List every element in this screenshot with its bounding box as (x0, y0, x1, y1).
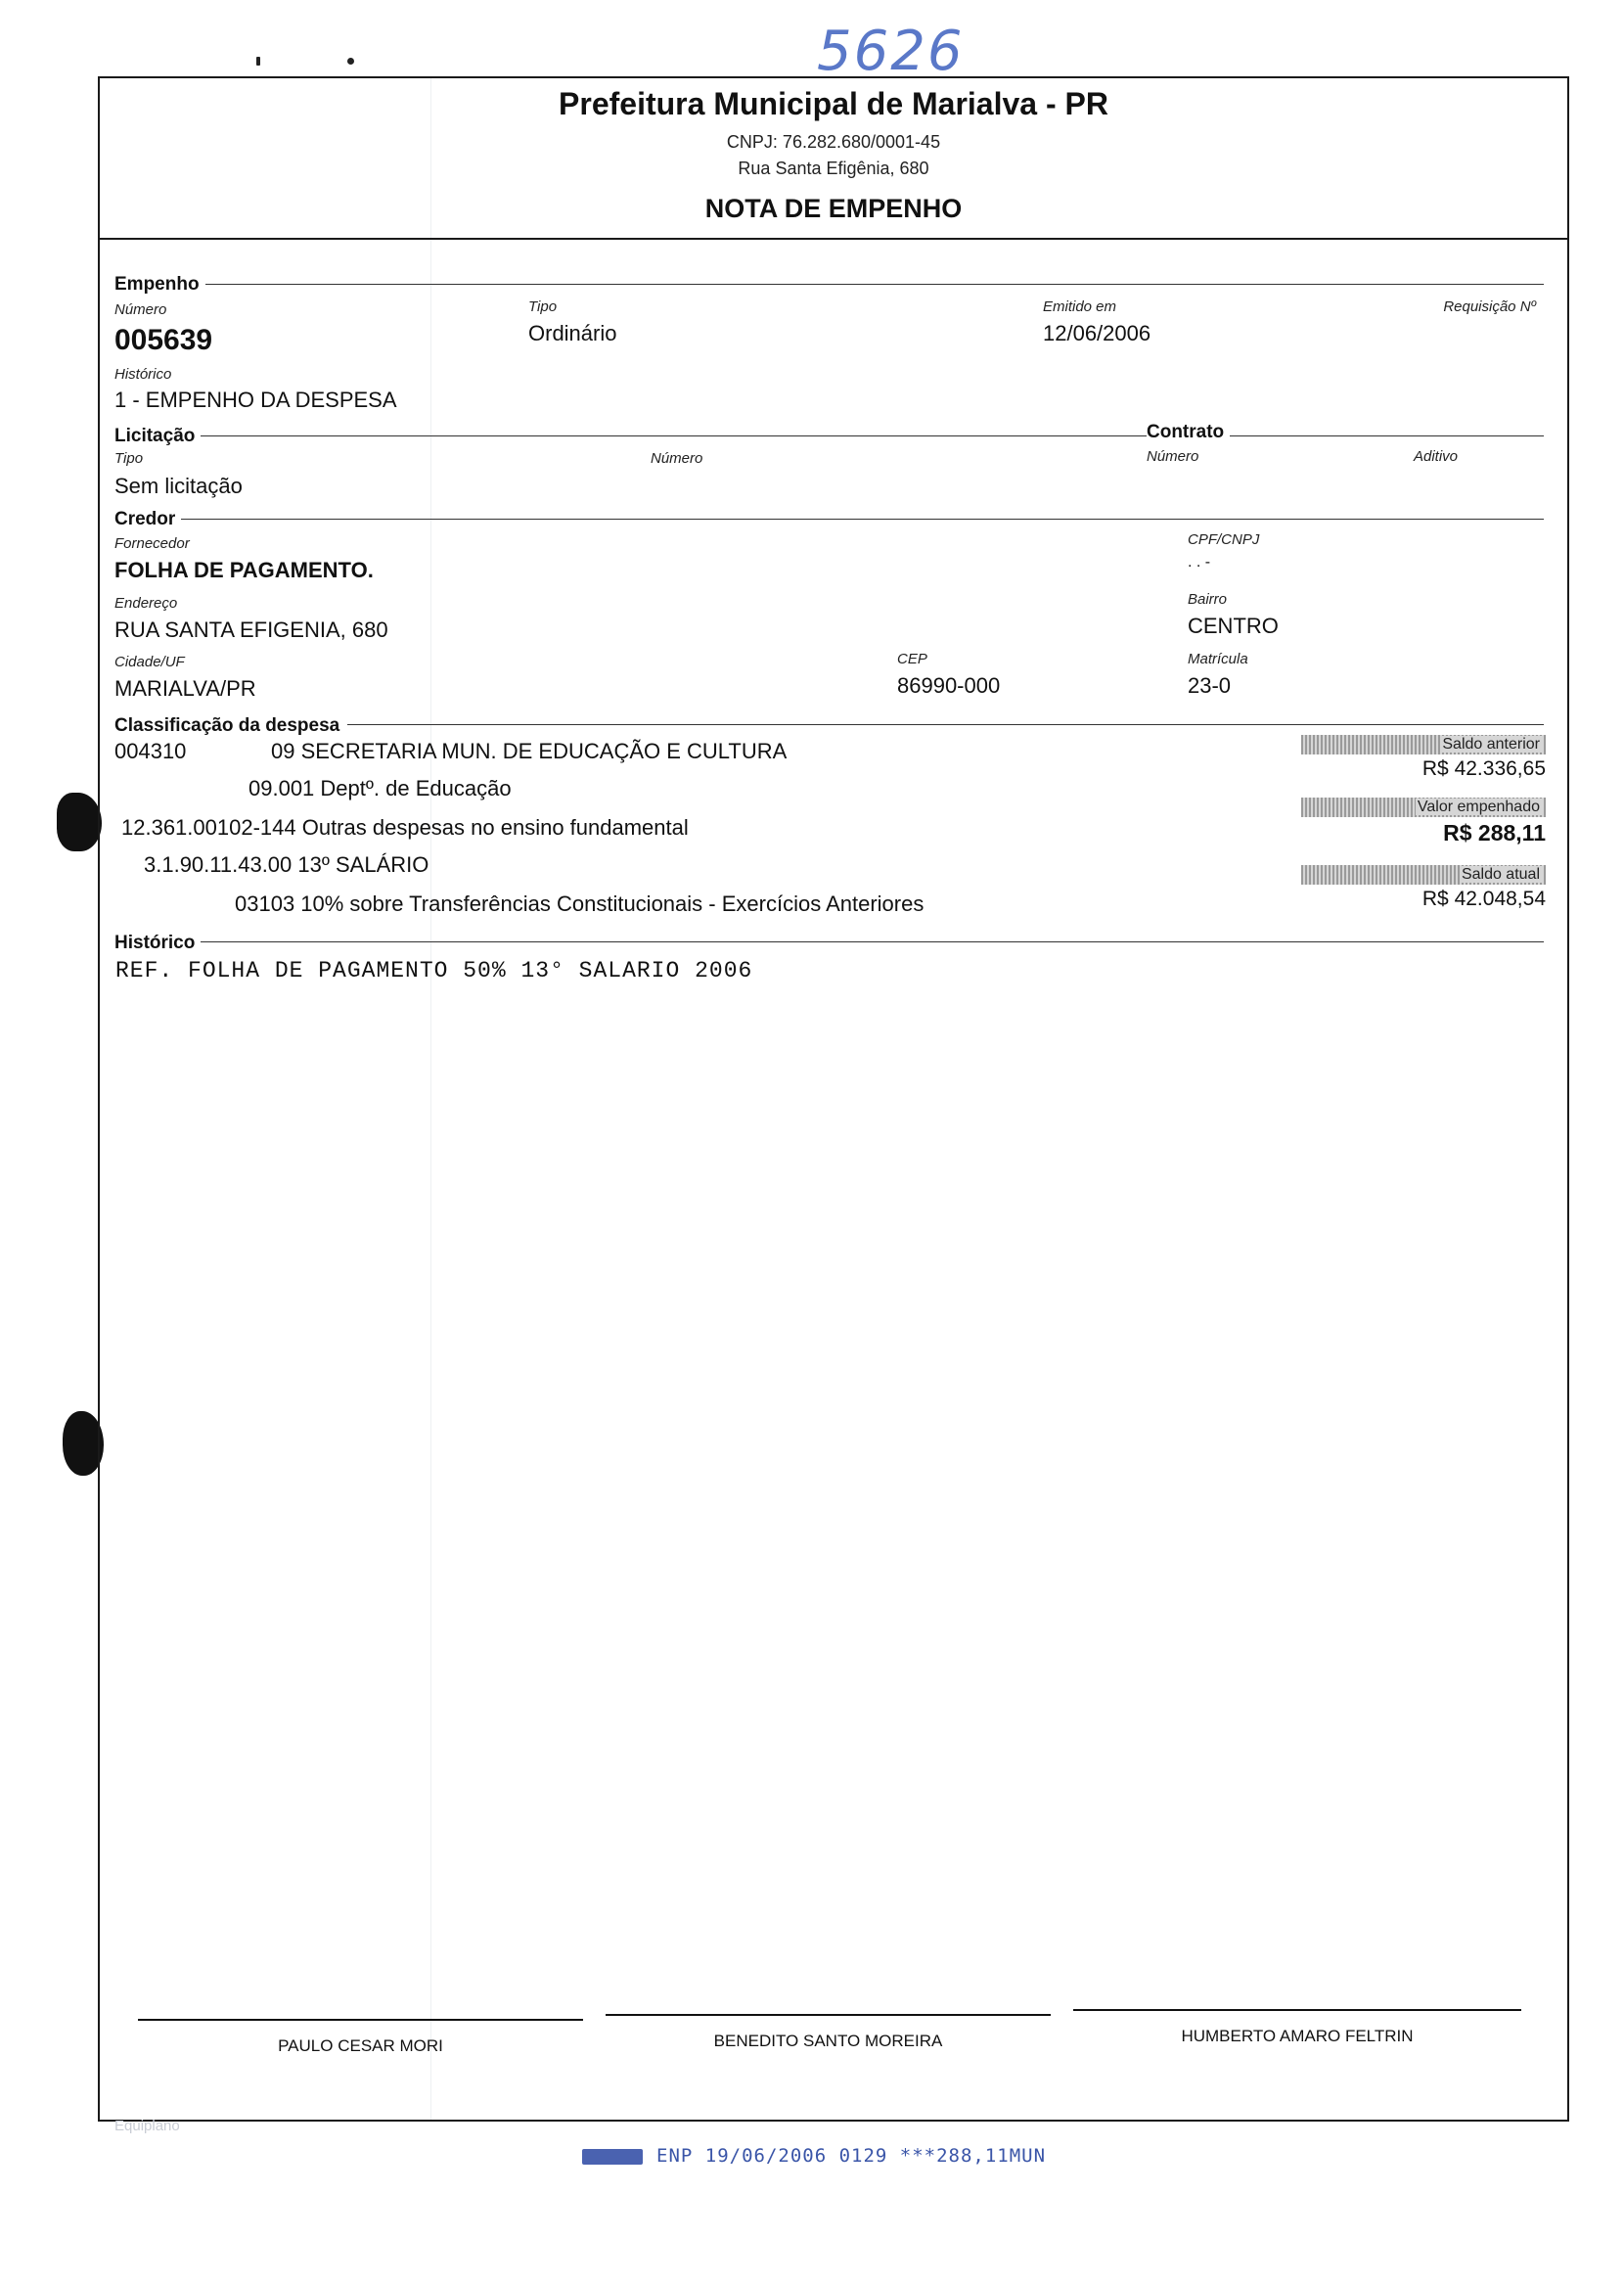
signature-name-1: PAULO CESAR MORI (278, 2036, 443, 2055)
licitacao-tipo: Sem licitação (114, 474, 243, 498)
saldo-atual-value: R$ 42.048,54 (1421, 888, 1546, 910)
credor-matricula: 23-0 (1188, 673, 1232, 698)
document-title: NOTA DE EMPENHO (704, 194, 963, 223)
classificacao-funcional: 12.361.00102-144 Outras despesas no ensino fundamental (121, 815, 689, 840)
valor-empenhado-value: R$ 288,11 (1443, 820, 1546, 845)
cpf-value: . . - (1188, 554, 1211, 571)
endereco-caption: Endereço (114, 595, 178, 612)
credor-endereco: RUA SANTA EFIGENIA, 680 (114, 617, 388, 642)
section-rule (181, 519, 1544, 520)
numero-caption: Número (114, 301, 167, 318)
historico-caption: Histórico (114, 366, 172, 383)
section-rule (1228, 435, 1544, 436)
handwritten-page-number: 5626 (817, 20, 965, 83)
saldo-anterior-label: Saldo anterior (1301, 735, 1546, 754)
cnpj-line: CNPJ: 76.282.680/0001-45 (726, 132, 941, 152)
empenho-historico: 1 - EMPENHO DA DESPESA (114, 388, 397, 412)
signature-name-3: HUMBERTO AMARO FELTRIN (1181, 2027, 1414, 2045)
header-divider (98, 238, 1569, 240)
requisicao-caption: Requisição Nº (1443, 298, 1536, 315)
signature-line (606, 2014, 1051, 2016)
punch-hole-mark (57, 793, 102, 851)
classificacao-orgao: 09 SECRETARIA MUN. DE EDUCAÇÃO E CULTURA (271, 739, 788, 763)
cidade-caption: Cidade/UF (114, 654, 185, 670)
section-empenho-label: Empenho (114, 274, 205, 296)
classificacao-fonte: 03103 10% sobre Transferências Constitucionais - Exercícios Anteriores (235, 891, 925, 916)
contrato-numero-caption: Número (1147, 448, 1199, 465)
address-line: Rua Santa Efigênia, 680 (738, 159, 929, 178)
licitacao-tipo-caption: Tipo (114, 450, 144, 467)
emitido-date: 12/06/2006 (1043, 321, 1151, 345)
signature-name-2: BENEDITO SANTO MOREIRA (713, 2032, 943, 2050)
tipo-caption: Tipo (528, 298, 558, 315)
section-classificacao-label: Classificação da despesa (114, 715, 345, 737)
credor-bairro: CENTRO (1188, 614, 1279, 638)
empenho-tipo: Ordinário (528, 321, 617, 345)
ink-dot (256, 57, 260, 66)
section-rule (196, 435, 1152, 436)
stamp-logo-icon (582, 2149, 643, 2165)
contrato-aditivo-caption: Aditivo (1414, 448, 1459, 465)
credor-cep: 86990-000 (897, 673, 1001, 698)
historico-text: REF. FOLHA DE PAGAMENTO 50% 13° SALARIO 2006 (115, 958, 753, 983)
processing-stamp (582, 2145, 1046, 2167)
fornecedor-name: FOLHA DE PAGAMENTO. (114, 558, 374, 582)
fornecedor-caption: Fornecedor (114, 535, 190, 552)
classificacao-code: 004310 (114, 739, 187, 763)
saldo-anterior-value: R$ 42.336,65 (1421, 757, 1546, 780)
section-licitacao-label: Licitação (114, 426, 201, 447)
section-rule (196, 284, 1544, 285)
cep-caption: CEP (897, 651, 927, 667)
section-credor-label: Credor (114, 509, 181, 530)
section-historico-label: Histórico (114, 933, 201, 954)
licitacao-numero-caption: Número (651, 450, 703, 467)
section-rule (196, 941, 1544, 942)
stamp-text: ENP 19/06/2006 0129 ***288,11MUN (656, 2145, 1047, 2167)
classificacao-natureza: 3.1.90.11.43.00 13º SALÁRIO (144, 852, 429, 877)
signature-line (1073, 2009, 1521, 2011)
signature-line (138, 2019, 583, 2021)
saldo-atual-label: Saldo atual (1301, 865, 1546, 885)
document-frame (98, 76, 1569, 2122)
matricula-caption: Matrícula (1188, 651, 1248, 667)
valor-empenhado-label: Valor empenhado (1301, 798, 1546, 817)
bairro-caption: Bairro (1188, 591, 1228, 608)
brand-watermark: Equiplano (114, 2118, 180, 2134)
ink-dot (347, 58, 354, 65)
empenho-number: 005639 (114, 324, 213, 356)
org-title: Prefeitura Municipal de Marialva - PR (559, 86, 1108, 121)
cpf-caption: CPF/CNPJ (1188, 531, 1260, 548)
section-contrato-label: Contrato (1147, 422, 1230, 443)
section-rule (347, 724, 1544, 725)
emitido-caption: Emitido em (1043, 298, 1117, 315)
credor-cidade: MARIALVA/PR (114, 676, 256, 701)
classificacao-unidade: 09.001 Deptº. de Educação (248, 776, 512, 800)
